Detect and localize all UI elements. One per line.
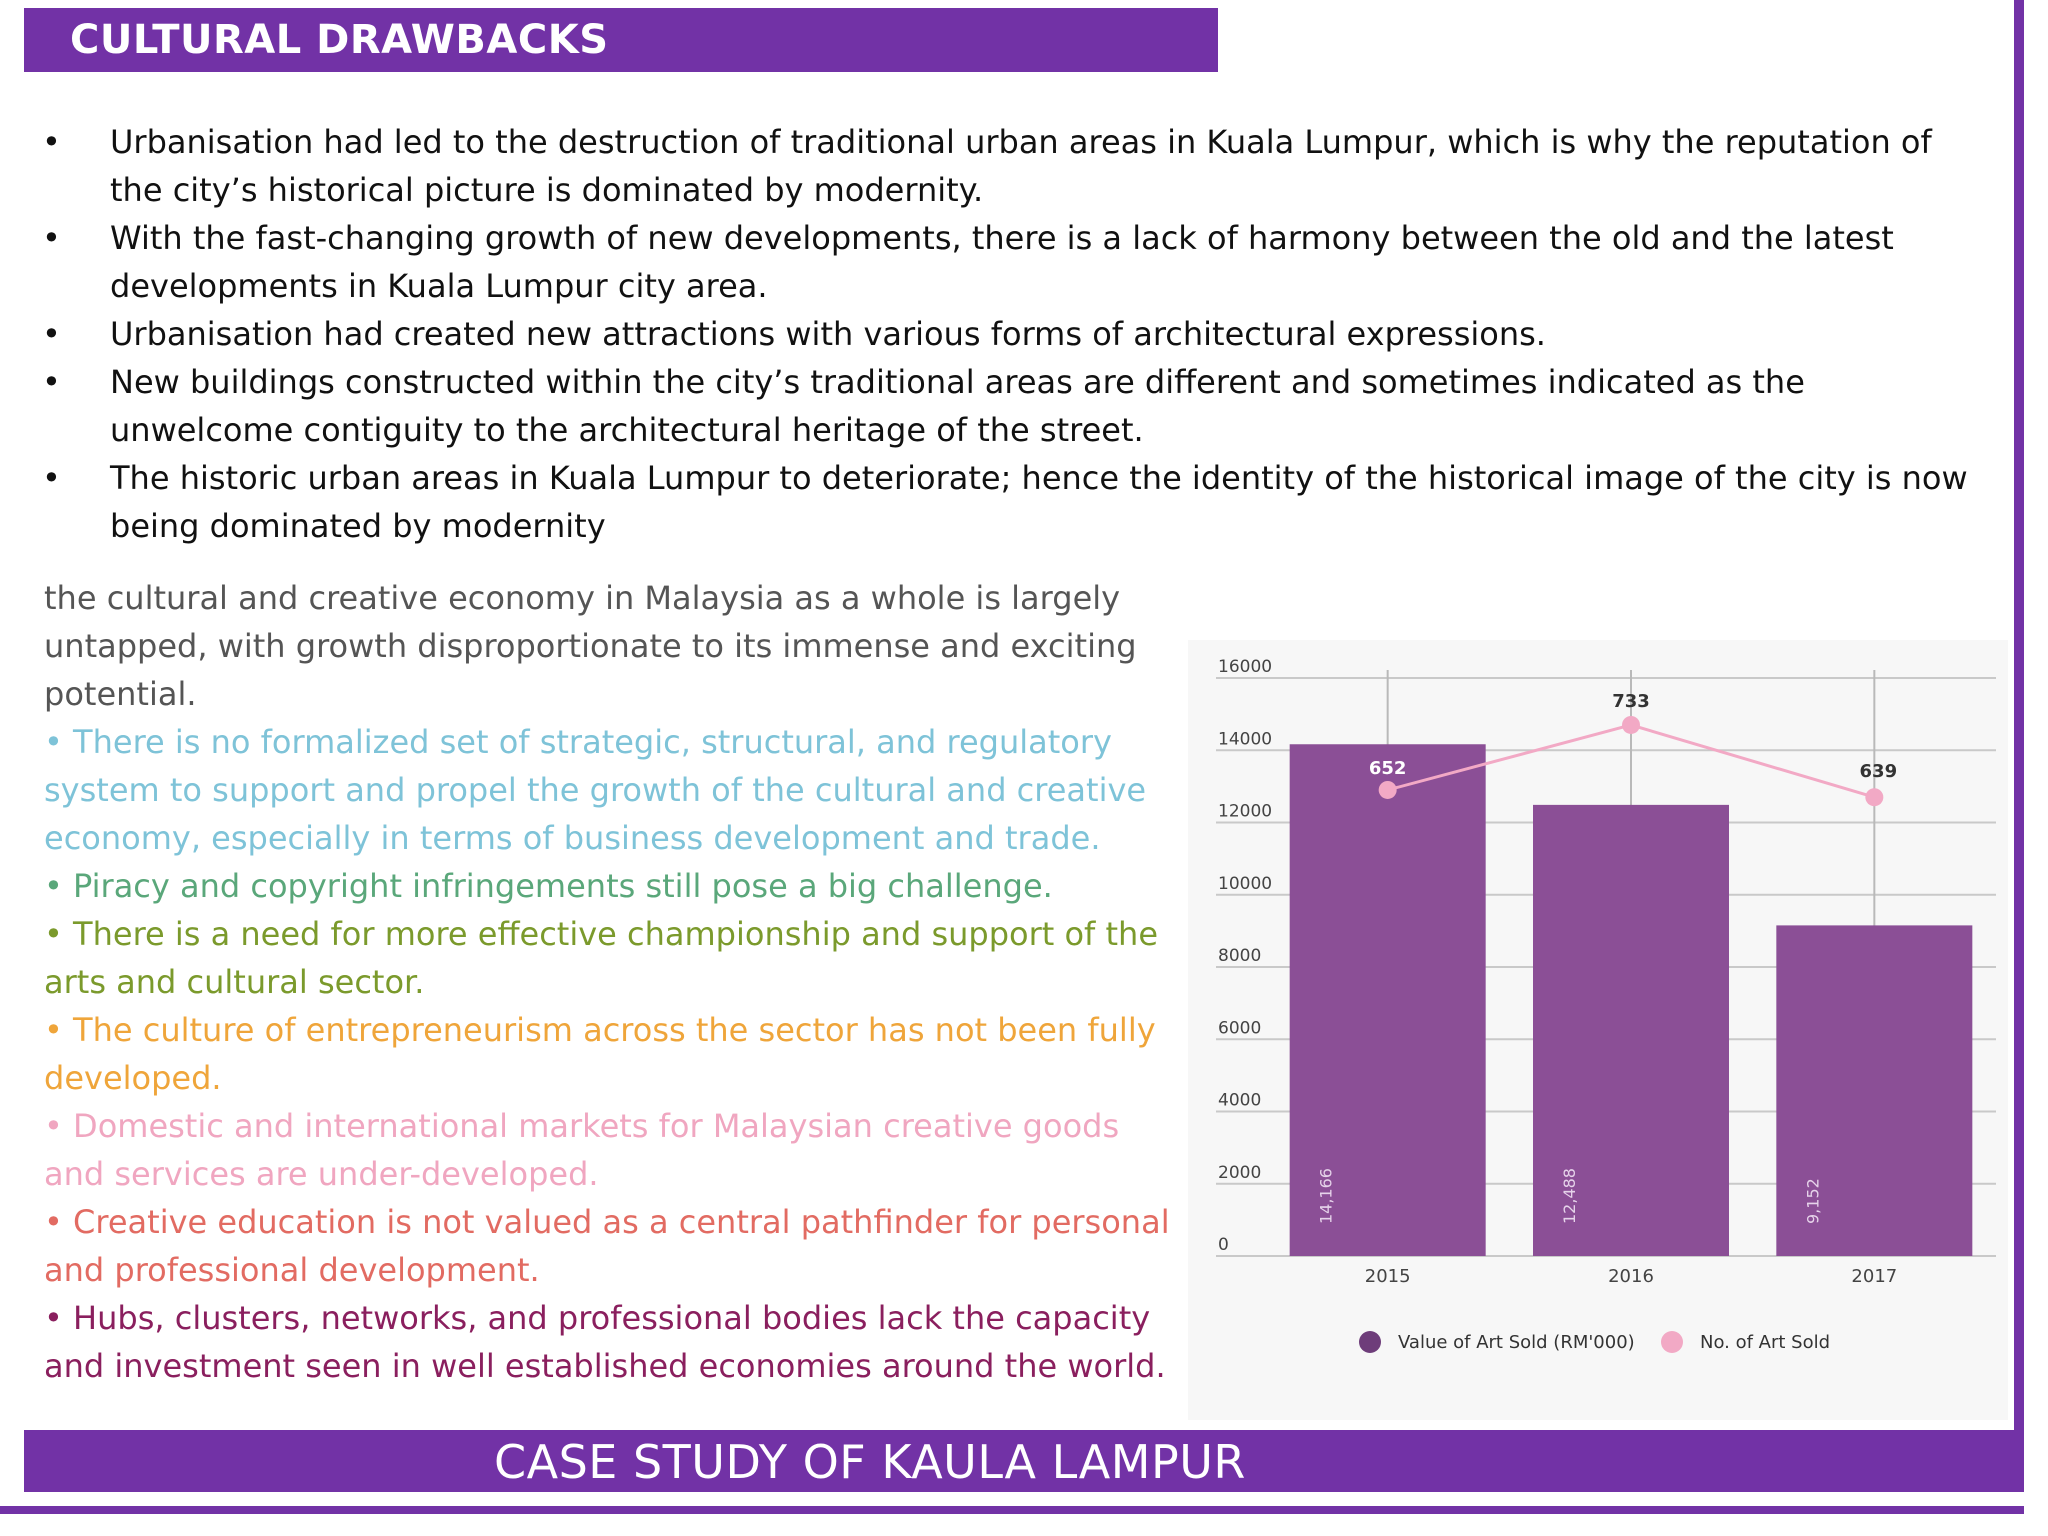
y-tick-label: 6000 — [1218, 1018, 1262, 1039]
footer-banner — [24, 1430, 2024, 1492]
point-label: 652 — [1368, 757, 1407, 779]
bullet-item: • With the fast-changing growth of new developments, there is a lack of harmony between the old and the latest developments in Kuala Lumpur city area. — [40, 214, 1980, 310]
art-sales-chart — [1188, 640, 2008, 1420]
legend-label-line: No. of Art Sold — [1700, 1332, 1831, 1353]
page-title: CULTURAL DRAWBACKS — [70, 17, 609, 63]
y-tick-label: 14000 — [1218, 729, 1273, 750]
y-tick-label: 4000 — [1218, 1090, 1262, 1111]
bullet-dot: • — [42, 459, 61, 497]
x-tick-label: 2017 — [1851, 1266, 1898, 1287]
point-label: 639 — [1859, 761, 1898, 783]
right-frame-rule — [2014, 0, 2024, 1436]
x-tick-label: 2015 — [1364, 1266, 1411, 1287]
bullet-dot: • — [42, 315, 61, 353]
creative-economy-issues — [44, 574, 1184, 1390]
bar-value-label: 14,166 — [1316, 1168, 1336, 1224]
bullet-dot: • — [42, 363, 61, 401]
bullet-item: • Urbanisation had created new attractions with various forms of architectural expressions. — [40, 310, 1980, 358]
bullet-item: • The historic urban areas in Kuala Lumpur to deteriorate; hence the identity of the historical image of the city is now being dominated by modernity — [40, 454, 1980, 550]
issue-championship: • There is a need for more effective championship and support of the arts and cultural sector. — [44, 915, 1158, 1001]
issue-entrepreneurism: • The culture of entrepreneurism across the sector has not been fully developed. — [44, 1011, 1156, 1097]
legend-marker-bars — [1359, 1331, 1381, 1353]
y-tick-label: 16000 — [1218, 657, 1273, 677]
y-tick-label: 0 — [1218, 1235, 1229, 1255]
bullet-dot: • — [42, 123, 61, 161]
drawbacks-bullet-list — [40, 118, 1980, 550]
footer-title: CASE STUDY OF KAULA LAMPUR — [494, 1435, 1246, 1489]
issue-regulatory: • There is no formalized set of strategic, structural, and regulatory system to support and propel the growth of the cultural and creative economy, especially in terms of business development and trade. — [44, 723, 1147, 857]
issue-markets: • Domestic and international markets for Malaysian creative goods and services are under-developed. — [44, 1107, 1120, 1193]
series-point — [1622, 716, 1640, 734]
legend-marker-line — [1661, 1331, 1683, 1353]
series-point — [1865, 788, 1883, 806]
bullet-item: • New buildings constructed within the city’s traditional areas are different and sometimes indicated as the unwelcome contiguity to the architectural heritage of the street. — [40, 358, 1980, 454]
bar-value-label: 9,152 — [1803, 1178, 1823, 1224]
issue-education: • Creative education is not valued as a central pathfinder for personal and professional development. — [44, 1203, 1170, 1289]
issue-piracy: • Piracy and copyright infringements still pose a big challenge. — [44, 867, 1053, 905]
chart-svg — [1188, 640, 2008, 1420]
x-tick-label: 2016 — [1608, 1266, 1654, 1287]
y-tick-label: 8000 — [1218, 946, 1262, 966]
y-tick-label: 2000 — [1218, 1162, 1262, 1183]
bullet-item: • Urbanisation had led to the destruction of traditional urban areas in Kuala Lumpur, which is why the reputation of the city’s historical picture is dominated by modernity. — [40, 118, 1980, 214]
point-label: 733 — [1612, 690, 1650, 712]
legend-label-bars: Value of Art Sold (RM'000) — [1398, 1332, 1635, 1353]
bottom-rule — [0, 1506, 2024, 1514]
bullet-dot: • — [42, 219, 61, 257]
issue-hubs: • Hubs, clusters, networks, and professional bodies lack the capacity and investment seen in well established economies around the world. — [44, 1299, 1166, 1385]
issues-intro: the cultural and creative economy in Malaysia as a whole is largely untapped, with growth disproportionate to its immense and exciting potential. — [44, 579, 1137, 713]
y-tick-label: 12000 — [1218, 801, 1273, 822]
bar-value-label: 12,488 — [1560, 1168, 1579, 1224]
y-tick-label: 10000 — [1218, 873, 1273, 894]
series-point — [1379, 781, 1397, 799]
